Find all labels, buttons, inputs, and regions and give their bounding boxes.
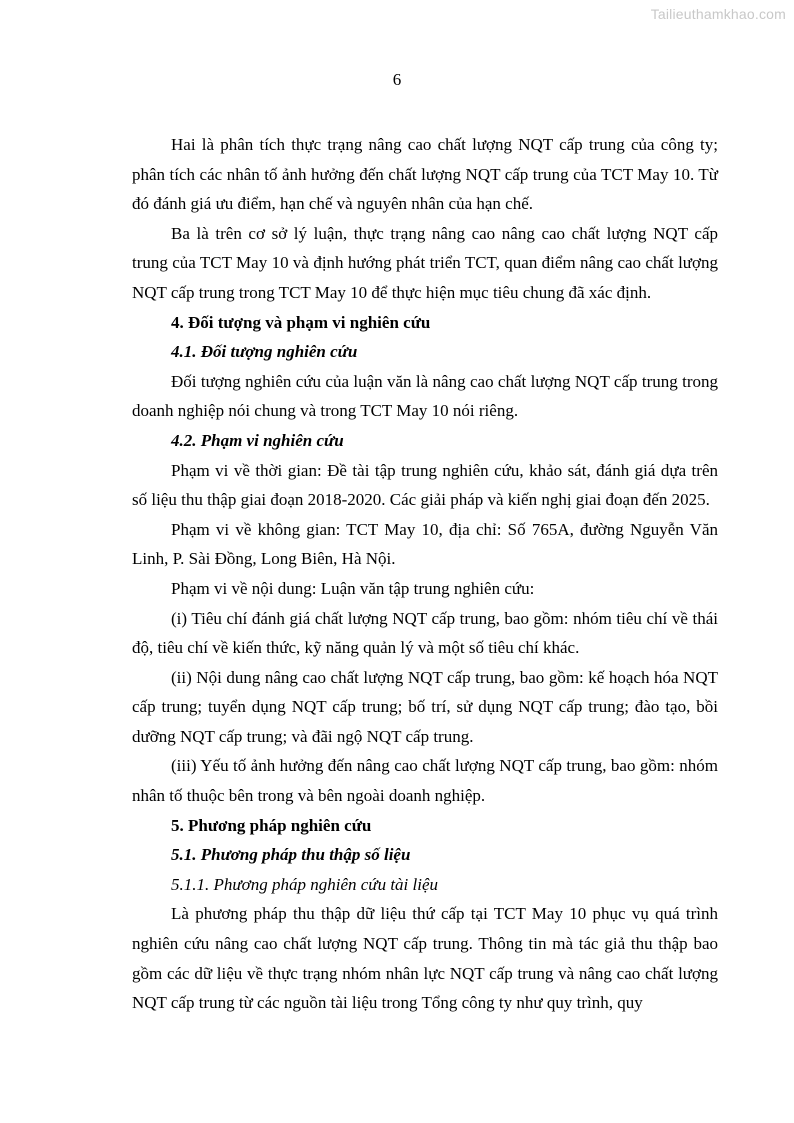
- paragraph-objective-2: Hai là phân tích thực trạng nâng cao chất lượng NQT cấp trung của công ty; phân tích các nhân tố ảnh hưởng đến chất lượng NQT cấp trung của TCT May 10. Từ đó đánh giá ưu điểm, hạn chế và nguyên nhân của hạn chế.: [132, 135, 718, 214]
- heading-section-4: 4. Đối tượng và phạm vi nghiên cứu: [171, 312, 431, 332]
- watermark-text: Tailieuthamkhao.com: [650, 6, 786, 22]
- heading-subsection-4-2: 4.2. Phạm vi nghiên cứu: [171, 430, 344, 450]
- paragraph-scope-item-iii: (iii) Yếu tố ảnh hưởng đến nâng cao chất lượng NQT cấp trung, bao gồm: nhóm nhân tố thuộc bên trong và bên ngoài doanh nghiệp.: [132, 756, 718, 806]
- paragraph-document-method: Là phương pháp thu thập dữ liệu thứ cấp tại TCT May 10 phục vụ quá trình nghiên cứu nâng cao chất lượng NQT cấp trung. Thông tin mà tác giả thu thập bao gồm các dữ liệu về thực trạng nhóm nhân lực NQT cấp trung và nâng cao chất lượng NQT cấp trung từ các nguồn tài liệu trong Tổng công ty như quy trình, quy: [132, 904, 718, 1013]
- heading-subsection-4-1: 4.1. Đối tượng nghiên cứu: [171, 342, 358, 362]
- paragraph-scope-time: Phạm vi về thời gian: Đề tài tập trung nghiên cứu, khảo sát, đánh giá dựa trên số liệu thu thập giai đoạn 2018-2020. Các giải pháp và kiến nghị giai đoạn đến 2025.: [132, 460, 718, 510]
- paragraph-research-object: Đối tượng nghiên cứu của luận văn là nâng cao chất lượng NQT cấp trung trong doanh nghiệp nói chung và trong TCT May 10 nói riêng.: [132, 371, 718, 421]
- heading-subsection-5-1: 5.1. Phương pháp thu thập số liệu: [171, 845, 411, 865]
- paragraph-objective-3: Ba là trên cơ sở lý luận, thực trạng nâng cao nâng cao chất lượng NQT cấp trung của TCT May 10 và định hướng phát triển TCT, quan điểm nâng cao chất lượng NQT cấp trung trong TCT May 10 để thực hiện mục tiêu chung đã xác định.: [132, 223, 718, 302]
- document-body: [132, 130, 718, 1018]
- paragraph-scope-item-i: (i) Tiêu chí đánh giá chất lượng NQT cấp trung, bao gồm: nhóm tiêu chí về thái độ, tiêu chí về kiến thức, kỹ năng quản lý và một số tiêu chí khác.: [132, 608, 718, 658]
- paragraph-scope-content: Phạm vi về nội dung: Luận văn tập trung nghiên cứu:: [171, 578, 535, 598]
- paragraph-scope-item-ii: (ii) Nội dung nâng cao chất lượng NQT cấp trung, bao gồm: kế hoạch hóa NQT cấp trung; tuyển dụng NQT cấp trung; bố trí, sử dụng NQT cấp trung; đào tạo, bồi dưỡng NQT cấp trung; và đãi ngộ NQT cấp trung.: [132, 667, 718, 746]
- page-number: 6: [392, 70, 402, 89]
- heading-subsection-5-1-1: 5.1.1. Phương pháp nghiên cứu tài liệu: [171, 874, 439, 894]
- heading-section-5: 5. Phương pháp nghiên cứu: [171, 815, 372, 835]
- paragraph-scope-space: Phạm vi về không gian: TCT May 10, địa chỉ: Số 765A, đường Nguyễn Văn Linh, P. Sài Đồng, Long Biên, Hà Nội.: [132, 519, 718, 569]
